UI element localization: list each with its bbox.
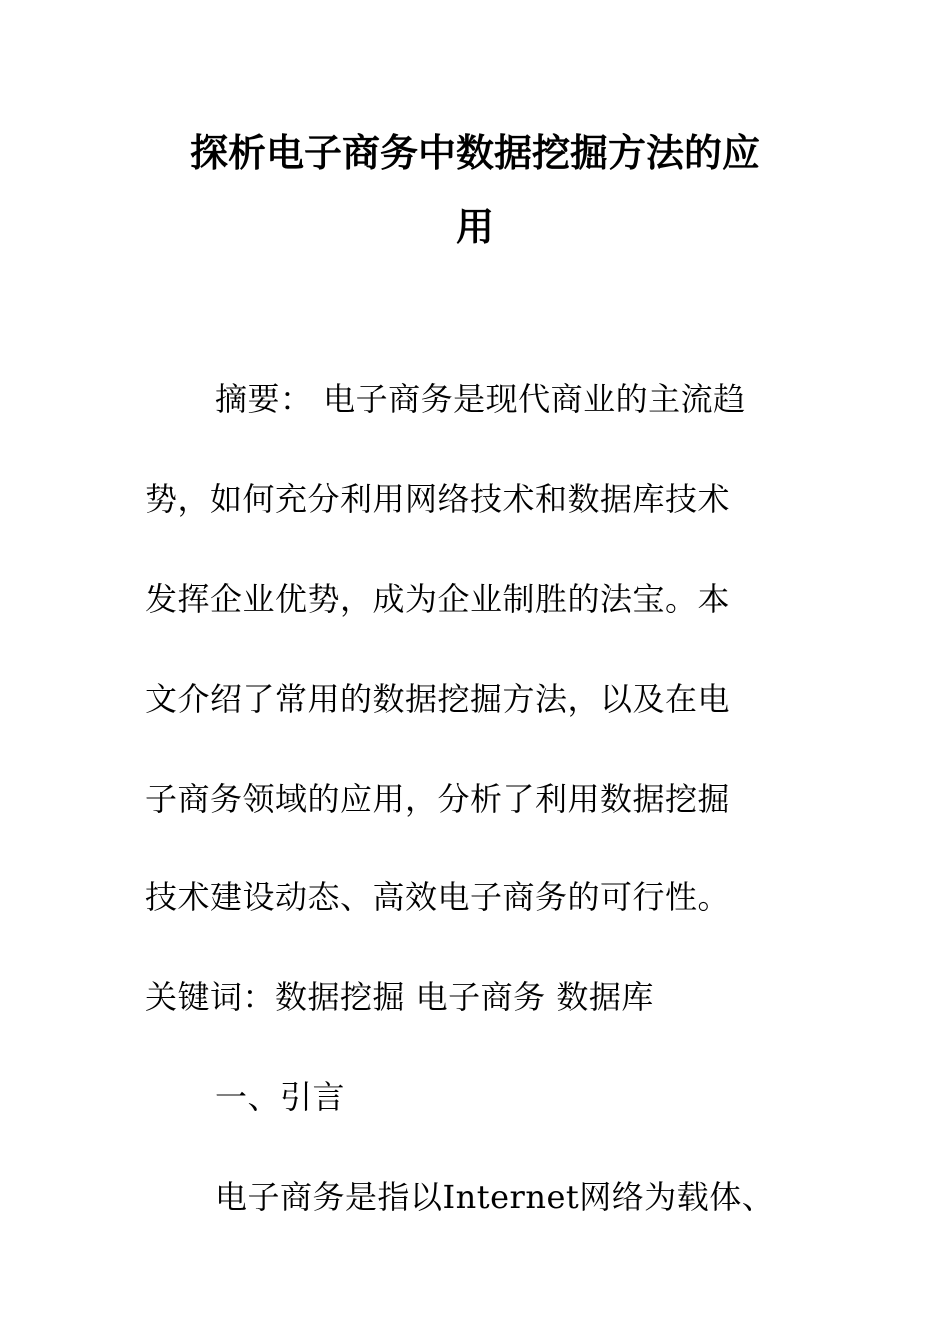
- abstract-line-2: 势，如何充分利用网络技术和数据库技术: [145, 480, 731, 518]
- abstract-line-5: 子商务领域的应用，分析了利用数据挖掘: [145, 780, 731, 818]
- abstract-line-1: 摘要： 电子商务是现代商业的主流趋: [215, 380, 746, 418]
- document-title-line-2: 用: [455, 205, 494, 249]
- abstract-line-6: 技术建设动态、高效电子商务的可行性。: [145, 878, 731, 916]
- section-heading-introduction: 一、引言: [215, 1078, 346, 1116]
- body-paragraph-line-1: 电子商务是指以Internet网络为载体、: [215, 1178, 775, 1216]
- abstract-line-4: 文介绍了常用的数据挖掘方法，以及在电: [145, 680, 731, 718]
- abstract-line-3: 发挥企业优势，成为企业制胜的法宝。本: [145, 580, 731, 618]
- document-title-line-1: 探析电子商务中数据挖掘方法的应: [189, 131, 760, 175]
- keywords-line: 关键词：数据挖掘 电子商务 数据库: [145, 978, 654, 1016]
